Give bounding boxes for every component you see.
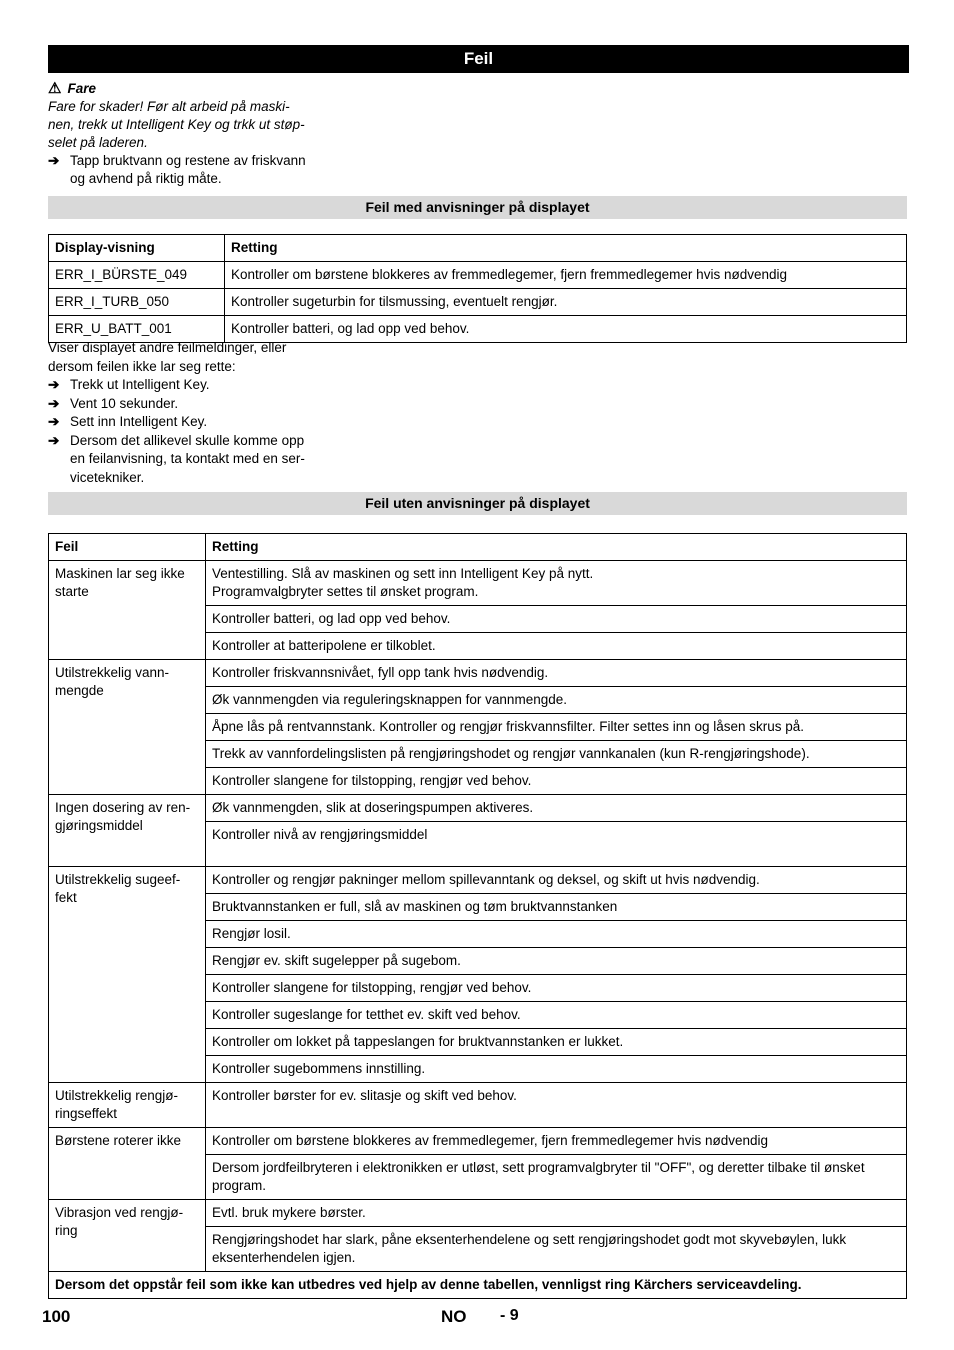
fault-line: Utilstrekkelig rengjø-	[55, 1088, 179, 1103]
fault-cell	[49, 1128, 206, 1200]
fault-cell	[49, 1083, 206, 1128]
remedy-cell	[206, 948, 907, 975]
table-header: Retting	[206, 534, 907, 561]
remedy-cell	[206, 867, 907, 894]
step-text	[70, 432, 305, 488]
remedy-line: Dersom jordfeilbryteren i elektronikken er utløst, sett programvalgbryter til "OFF", og deretter tilbake til ønsket	[212, 1160, 865, 1175]
step-text	[70, 395, 178, 414]
table-header: Retting	[225, 235, 907, 262]
fault-cell	[49, 867, 206, 1083]
table-row	[49, 1200, 907, 1227]
warning-block	[48, 80, 338, 188]
fallback-instructions	[48, 339, 328, 487]
table-row	[49, 1272, 907, 1299]
step-line: Vent 10 sekunder.	[70, 395, 179, 411]
remedy-cell	[206, 975, 907, 1002]
remedy-cell: Kontroller batteri, og lad opp ved behov.	[225, 316, 907, 343]
remedy-line: Kontroller sugeslange for tetthet ev. skift ved behov.	[212, 1007, 521, 1022]
table-row	[49, 1128, 907, 1155]
step-text	[70, 376, 210, 395]
remedy-line	[212, 1105, 900, 1123]
remedy-cell	[206, 633, 907, 660]
remedy-line: Kontroller friskvannsnivået, fyll opp tank hvis nødvendig.	[212, 665, 549, 680]
remedy-cell	[206, 1128, 907, 1155]
fault-line: ringseffekt	[55, 1106, 118, 1121]
warning-triangle-icon: ⚠	[48, 80, 62, 97]
remedy-line: Kontroller børster for ev. slitasje og skift ved behov.	[212, 1088, 517, 1103]
fault-table	[48, 533, 907, 1299]
step-item	[48, 152, 338, 188]
fault-line: fekt	[55, 890, 77, 905]
remedy-cell	[206, 795, 907, 822]
fault-line: mengde	[55, 683, 104, 698]
arrow-icon: ➔	[48, 414, 60, 429]
remedy-line: Øk vannmengden via reguleringsknappen for vannmengde.	[212, 692, 567, 707]
step-item	[48, 413, 328, 432]
remedy-line: eksenterhendelen igjen.	[212, 1250, 356, 1265]
step-item	[48, 376, 328, 395]
sub-page-number: - 9	[500, 1307, 519, 1324]
warning-line: nen, trekk ut Intelligent Key og trkk ut støp-	[48, 117, 305, 132]
paragraph-line: dersom feilen ikke lar seg rette:	[48, 358, 236, 374]
table-row	[49, 262, 907, 289]
remedy-line: Øk vannmengden, slik at doseringspumpen aktiveres.	[212, 800, 534, 815]
remedy-line: Rengjør losil.	[212, 926, 291, 941]
step-line: en feilanvisning, ta kontakt med en ser-	[70, 451, 305, 466]
error-code-cell: ERR_U_BATT_001	[49, 316, 225, 343]
remedy-line	[212, 844, 900, 862]
step-item	[48, 432, 328, 488]
remedy-cell	[206, 1002, 907, 1029]
step-item	[48, 395, 328, 414]
warning-label: Fare	[67, 81, 96, 96]
fault-line: gjøringsmiddel	[55, 818, 143, 833]
remedy-line: Bruktvannstanken er full, slå av maskinen og tøm bruktvannstanken	[212, 899, 618, 914]
table-row	[49, 1083, 907, 1128]
warning-line: selet på laderen.	[48, 135, 148, 150]
fault-cell	[49, 795, 206, 867]
table-row	[49, 660, 907, 687]
remedy-cell	[206, 921, 907, 948]
remedy-line: Kontroller batteri, og lad opp ved behov.	[212, 611, 451, 626]
remedy-cell	[206, 1227, 907, 1272]
table-row	[49, 289, 907, 316]
fault-cell	[49, 561, 206, 660]
section-title-non-display-errors: Feil uten anvisninger på displayet	[48, 492, 907, 515]
remedy-cell	[206, 687, 907, 714]
remedy-cell	[206, 1155, 907, 1200]
remedy-cell	[206, 1056, 907, 1083]
remedy-cell	[206, 1029, 907, 1056]
remedy-line: Kontroller nivå av rengjøringsmiddel	[212, 827, 428, 842]
warning-heading	[48, 80, 338, 98]
remedy-line: Programvalgbryter settes til ønsket program.	[212, 584, 479, 599]
remedy-cell	[206, 714, 907, 741]
page-title: Feil	[48, 45, 909, 73]
step-text	[70, 152, 306, 188]
remedy-line: Kontroller om børstene blokkeres av fremmedlegemer, fjern fremmedlegemer hvis nødvendig	[212, 1133, 768, 1148]
fault-line: Børstene roterer ikke	[55, 1133, 182, 1148]
fault-line: Vibrasjon ved rengjø-	[55, 1205, 184, 1220]
fault-line: starte	[55, 584, 89, 599]
step-line: Sett inn Intelligent Key.	[70, 414, 208, 429]
table-row	[49, 561, 907, 606]
remedy-cell	[206, 768, 907, 795]
step-line: Trekk ut Intelligent Key.	[70, 377, 210, 392]
remedy-line: Kontroller sugebommens innstilling.	[212, 1061, 426, 1076]
error-code-cell: ERR_I_TURB_050	[49, 289, 225, 316]
warning-steps	[48, 152, 338, 188]
arrow-icon: ➔	[48, 377, 60, 392]
remedy-line: Kontroller om lokket på tappeslangen for bruktvannstanken er lukket.	[212, 1034, 624, 1049]
table-row	[49, 867, 907, 894]
table-row	[49, 795, 907, 822]
arrow-icon: ➔	[48, 432, 60, 448]
step-text	[70, 413, 207, 432]
remedy-line: Kontroller slangene for tilstopping, rengjør ved behov.	[212, 773, 532, 788]
remedy-cell	[206, 606, 907, 633]
service-note: Dersom det oppstår feil som ikke kan utbedres ved hjelp av denne tabellen, vennligst ring Kärchers serviceavdeling.	[49, 1272, 907, 1299]
fault-line: Maskinen lar seg ikke	[55, 566, 185, 581]
step-line: Tapp bruktvann og restene av friskvann	[70, 153, 306, 168]
remedy-cell	[206, 741, 907, 768]
section-title-display-errors: Feil med anvisninger på displayet	[48, 196, 907, 219]
fault-line: Utilstrekkelig sugeef-	[55, 872, 181, 887]
remedy-line: Rengjør ev. skift sugelepper på sugebom.	[212, 953, 461, 968]
fault-cell	[49, 1200, 206, 1272]
paragraph-line: Viser displayet andre feilmeldinger, eller	[48, 340, 287, 355]
remedy-line: Rengjøringshodet har slark, påne eksenterhendelene og sett rengjøringshodet godt mot skyvebøylen, lukk	[212, 1232, 847, 1247]
remedy-line: Kontroller at batteripolene er tilkoblet.	[212, 638, 436, 653]
remedy-cell	[206, 1083, 907, 1128]
remedy-cell	[206, 561, 907, 606]
fault-cell	[49, 660, 206, 795]
fault-line: ring	[55, 1223, 78, 1238]
table-header: Display-visning	[49, 235, 225, 262]
display-error-table	[48, 234, 907, 343]
remedy-cell: Kontroller om børstene blokkeres av fremmedlegemer, fjern fremmedlegemer hvis nødvendig	[225, 262, 907, 289]
fault-line: Utilstrekkelig vann-	[55, 665, 170, 680]
remedy-cell	[206, 822, 907, 867]
step-line: og avhend på riktig måte.	[70, 171, 222, 186]
remedy-cell	[206, 1200, 907, 1227]
remedy-cell	[206, 894, 907, 921]
step-line: Dersom det allikevel skulle komme opp	[70, 432, 305, 448]
arrow-icon: ➔	[48, 153, 60, 168]
remedy-cell: Kontroller sugeturbin for tilsmussing, eventuelt rengjør.	[225, 289, 907, 316]
language-code: NO	[441, 1307, 467, 1326]
fault-line: Ingen dosering av ren-	[55, 800, 191, 815]
remedy-line: program.	[212, 1178, 267, 1193]
error-code-cell: ERR_I_BÜRSTE_049	[49, 262, 225, 289]
step-line: vicetekniker.	[70, 469, 145, 485]
arrow-icon: ➔	[48, 395, 60, 411]
table-header: Feil	[49, 534, 206, 561]
remedy-line: Ventestilling. Slå av maskinen og sett inn Intelligent Key på nytt.	[212, 566, 594, 581]
page-number: 100	[42, 1307, 71, 1326]
warning-text	[48, 98, 338, 152]
remedy-line: Åpne lås på rentvannstank. Kontroller og rengjør friskvannsfilter. Filter settes inn og låsen skrus på.	[212, 719, 805, 734]
remedy-line: Trekk av vannfordelingslisten på rengjøringshodet og rengjør vannkanalen (kun R-rengjøringshode).	[212, 746, 810, 761]
remedy-line: Kontroller og rengjør pakninger mellom spillevanntank og deksel, og skift ut hvis nødvendig.	[212, 872, 760, 887]
remedy-cell	[206, 660, 907, 687]
warning-line: Fare for skader! Før alt arbeid på maski-	[48, 99, 290, 114]
remedy-line: Evtl. bruk mykere børster.	[212, 1205, 366, 1220]
remedy-line: Kontroller slangene for tilstopping, rengjør ved behov.	[212, 980, 532, 995]
